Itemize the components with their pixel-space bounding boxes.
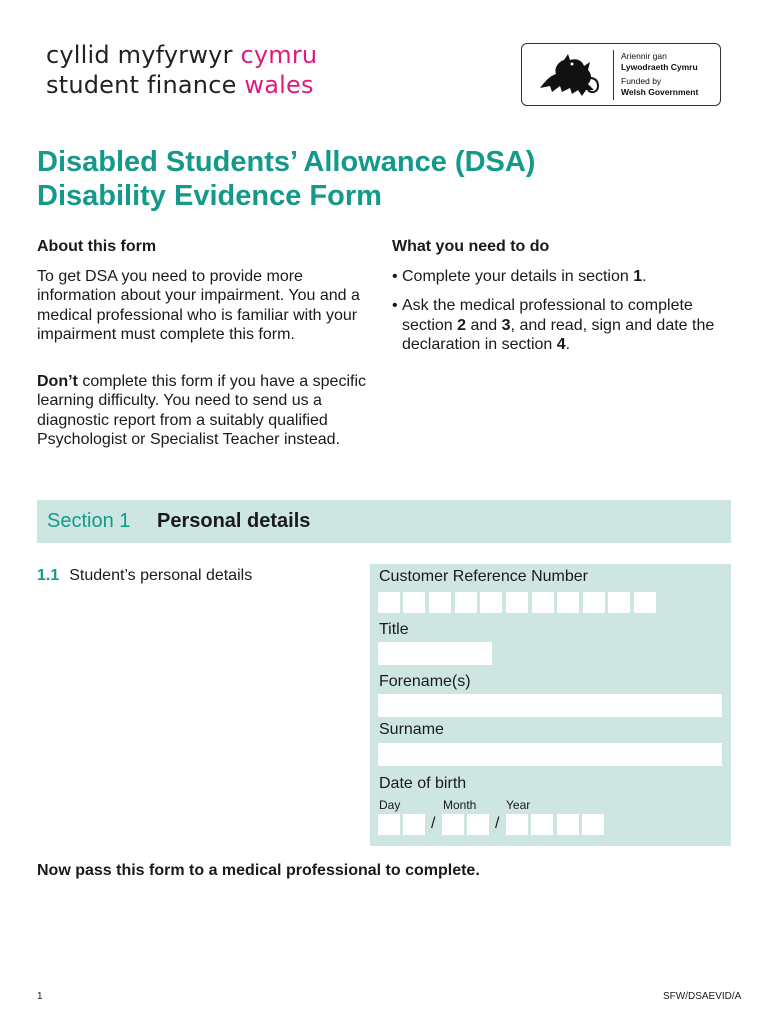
section-1-header	[37, 500, 731, 543]
crn-box-10[interactable]	[608, 592, 630, 613]
section-title: Personal details	[157, 510, 311, 532]
day-box-2[interactable]	[403, 814, 425, 835]
forename-field[interactable]	[378, 694, 722, 717]
dob-label: Date of birth	[379, 775, 467, 792]
month-box-2[interactable]	[467, 814, 489, 835]
crn-box-8[interactable]	[557, 592, 579, 613]
todo-item-2-text-b: and	[466, 316, 502, 334]
dob-slash-2: /	[495, 815, 500, 832]
logo-welsh-accent: cymru	[240, 41, 318, 69]
todo-item-2	[392, 296, 737, 355]
day-label: Day	[379, 798, 401, 812]
year-box-4[interactable]	[582, 814, 604, 835]
crn-box-4[interactable]	[455, 592, 477, 613]
dragon-icon	[532, 50, 602, 100]
todo-item-2-num-c: 4	[556, 336, 566, 353]
crn-box-5[interactable]	[480, 592, 502, 613]
bullet-icon: •	[392, 267, 398, 285]
todo-item-2-num-b: 3	[501, 316, 511, 334]
student-finance-wales-logo	[46, 40, 317, 100]
year-box-3[interactable]	[557, 814, 579, 835]
todo-heading: What you need to do	[392, 238, 550, 255]
forename-label: Forename(s)	[379, 673, 471, 690]
surname-field[interactable]	[378, 743, 722, 766]
bullet-icon: •	[392, 297, 398, 314]
about-heading: About this form	[37, 238, 157, 255]
crn-box-7[interactable]	[532, 592, 554, 613]
todo-list	[392, 267, 737, 355]
question-number: 1.1	[37, 567, 60, 584]
title-label: Title	[379, 621, 409, 638]
gov-text-3: Funded by	[621, 76, 662, 86]
about-paragraph-1: To get DSA you need to provide more information about your impairment. You and a medical professional who is familiar with your impairment must complete this form.	[37, 267, 360, 343]
dob-slash-1: /	[431, 815, 436, 832]
title-field[interactable]	[378, 642, 492, 665]
question-label: Student’s personal details	[69, 567, 253, 584]
section-number: Section 1	[47, 510, 131, 532]
gov-text-4: Welsh Government	[621, 86, 699, 97]
crn-label: Customer Reference Number	[379, 568, 588, 585]
logo-divider	[613, 50, 614, 100]
crn-box-1[interactable]	[378, 592, 400, 613]
page-number: 1	[37, 991, 43, 1002]
personal-details-form	[370, 564, 731, 846]
month-label: Month	[443, 798, 477, 812]
crn-box-3[interactable]	[429, 592, 451, 613]
year-label: Year	[506, 798, 531, 812]
month-box-1[interactable]	[442, 814, 464, 835]
gov-text-1: Ariennir gan	[621, 51, 667, 61]
year-box-2[interactable]	[531, 814, 553, 835]
surname-label: Surname	[379, 721, 444, 738]
todo-section	[392, 237, 737, 365]
logo-english-main: student finance	[46, 71, 245, 99]
logo-welsh-main: cyllid myfyrwyr	[46, 41, 241, 69]
about-dont: Don’t	[37, 372, 78, 390]
title-line-1: Disabled Students’ Allowance (DSA)	[37, 146, 536, 178]
pass-form-note: Now pass this form to a medical professional to complete.	[37, 862, 480, 879]
todo-item-2-text-a: Ask the medical professional to complete section	[402, 297, 693, 334]
welsh-government-logo	[521, 43, 721, 106]
crn-box-9[interactable]	[583, 592, 605, 613]
todo-item-1	[392, 267, 737, 287]
todo-item-1-text: Complete your details in section	[402, 267, 634, 285]
todo-item-1-end: .	[642, 267, 647, 285]
crn-box-6[interactable]	[506, 592, 528, 613]
document-code: SFW/DSAEVID/A	[663, 991, 742, 1002]
crn-box-11[interactable]	[634, 592, 656, 613]
logo-line-english	[46, 70, 317, 100]
todo-item-1-num: 1	[633, 267, 643, 285]
todo-item-2-text-c: , and read, sign and date the declaration in section	[402, 316, 715, 353]
todo-item-2-num-a: 2	[457, 316, 467, 334]
gov-logo-text	[621, 51, 698, 97]
page-title	[37, 145, 535, 213]
day-box-1[interactable]	[378, 814, 400, 835]
logo-english-accent: wales	[244, 71, 314, 99]
title-line-2: Disability Evidence Form	[37, 180, 382, 212]
about-section	[37, 237, 382, 450]
about-paragraph-2	[37, 372, 382, 450]
todo-item-2-end: .	[565, 336, 571, 353]
question-1-1	[37, 567, 252, 585]
gov-text-2: Lywodraeth Cymru	[621, 61, 698, 72]
about-paragraph-2-text: complete this form if you have a specific learning difficulty. You need to send us a diagnostic report from a suitably qualified Psychologist or Specialist Teacher instead.	[37, 372, 366, 448]
year-box-1[interactable]	[506, 814, 528, 835]
crn-box-2[interactable]	[403, 592, 425, 613]
logo-line-welsh	[46, 40, 317, 70]
